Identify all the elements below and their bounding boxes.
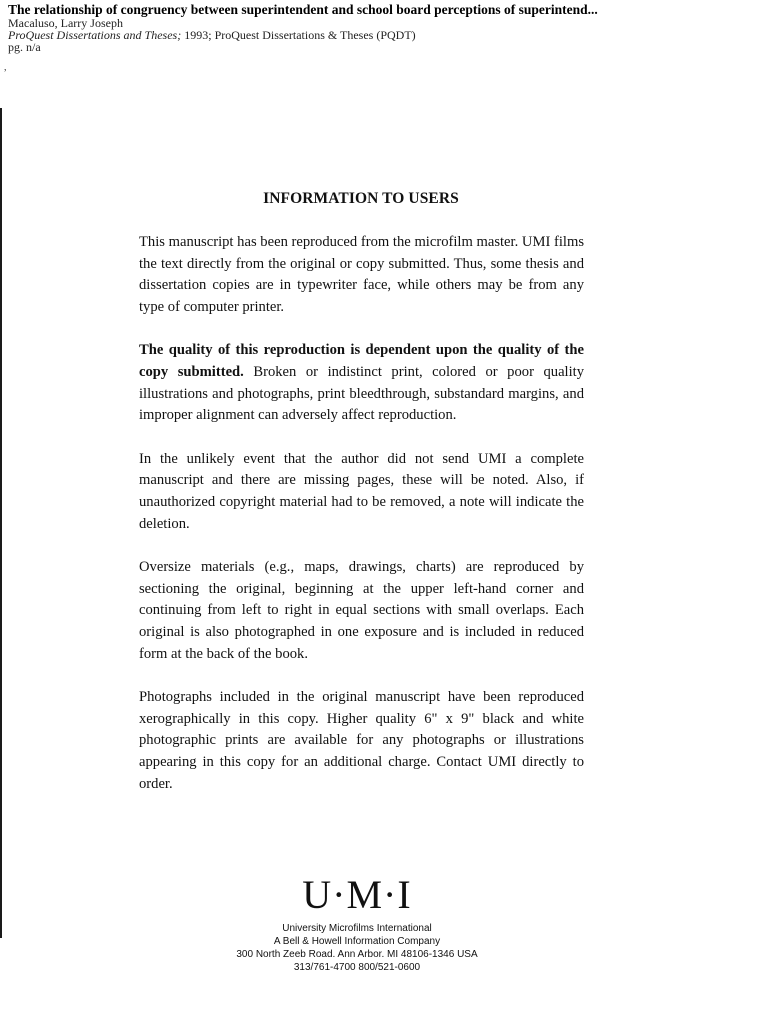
document-title[interactable]: The relationship of congruency between superintendent and school board perceptions of superintend...: [8, 2, 598, 17]
document-author: Macaluso, Larry Joseph: [8, 16, 123, 30]
scan-edge-line: [0, 108, 2, 938]
publisher-parent: A Bell & Howell Information Company: [273, 936, 441, 947]
notice-paragraph-5: Photographs included in the original manuscript have been reproduced xerographically in this copy. Higher quality 6" x 9" black and white photographic prints are available for any photographs or illustrations appearing in this copy for an additional charge. Contact UMI directly to order.: [139, 688, 584, 792]
publisher-name: University Microfilms International: [282, 923, 432, 934]
umi-logo: U·M·I: [302, 872, 412, 917]
notice-paragraph-1: This manuscript has been reproduced from the microfilm master. UMI films the text directly from the original or copy submitted. Thus, some thesis and dissertation copies are in typewriter face, while others may be from any type of computer printer.: [139, 234, 584, 316]
notice-body: [139, 232, 584, 817]
source-details: 1993; ProQuest Dissertations & Theses (PQDT): [181, 28, 416, 42]
quality-statement: The quality of this reproduction is dependent upon the quality of the copy submitted.: [139, 342, 584, 381]
publisher-block: [0, 872, 714, 974]
publisher-address: 300 North Zeeb Road. Ann Arbor. MI 48106-1346 USA: [236, 949, 478, 960]
notice-paragraph-3: In the unlikely event that the author did not send UMI a complete manuscript and there are missing pages, these will be noted. Also, if unauthorized copyright material had to be removed, a note will indicate the deletion.: [139, 450, 584, 532]
stray-mark: ,: [4, 62, 7, 73]
document-source: [8, 29, 760, 41]
source-journal: ProQuest Dissertations and Theses;: [8, 28, 182, 42]
notice-paragraph-4: Oversize materials (e.g., maps, drawings, charts) are reproduced by sectioning the original, beginning at the upper left-hand corner and continuing from left to right in equal sections with small overlaps. Each original is also photographed in one exposure and is included in reduced form at the back of the book.: [139, 558, 584, 662]
document-header: [8, 2, 760, 53]
document-pages: pg. n/a: [8, 40, 41, 54]
notice-paragraph-2: [139, 340, 584, 427]
notice-heading: INFORMATION TO USERS: [263, 190, 459, 207]
quality-details: Broken or indistinct print, colored or poor quality illustrations and photographs, print bleedthrough, substandard margins, and improper alignment can adversely affect reproduction.: [139, 364, 585, 424]
publisher-phone: 313/761-4700 800/521-0600: [293, 962, 421, 973]
